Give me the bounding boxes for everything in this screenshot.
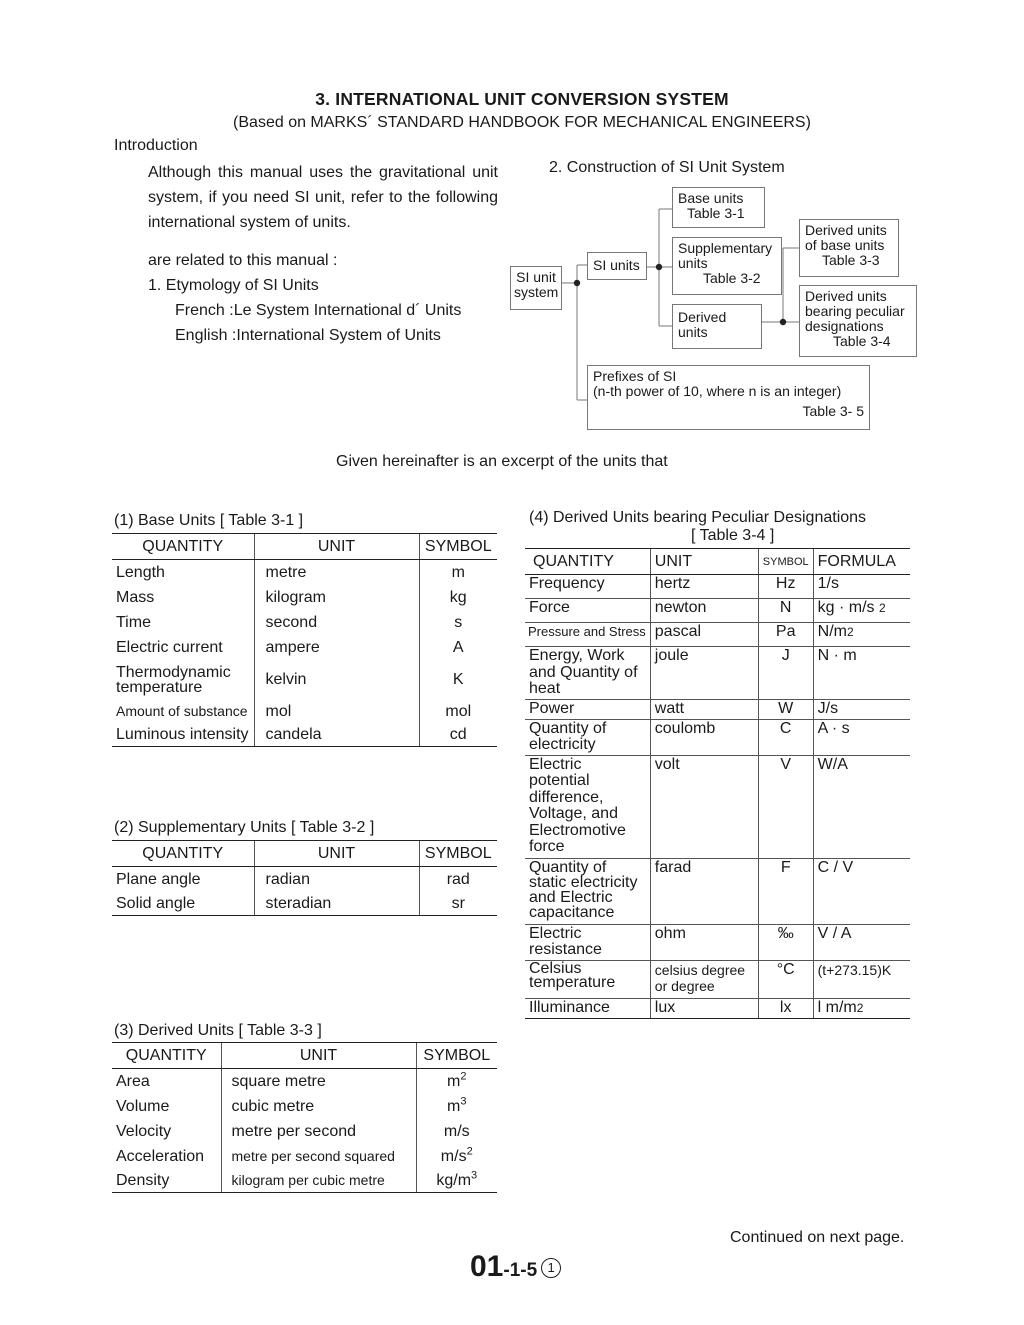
unit-cell: steradian [254,892,419,916]
symbol-cell: kg [419,585,497,610]
symbol-cell: mol [419,700,497,724]
si-system-line2: system [514,284,559,300]
quantity-cell: Electric resistance [525,924,650,960]
symbol-cell: ‰ [758,924,813,960]
quantity-cell: Luminous intensity [112,724,254,747]
table-row [525,623,910,647]
symbol-exponent: 2 [466,1145,473,1158]
formula-cell [813,998,910,1018]
symbol-cell: N [758,599,813,623]
table-row [525,599,910,623]
symbol-cell [416,1169,497,1193]
table-row [112,724,497,747]
table4-caption: (4) Derived Units bearing Peculiar Designations [529,509,867,526]
unit-cell: kilogram per cubic metre [221,1169,416,1193]
formula-base: C / V [817,858,854,876]
base-units-box [672,187,765,228]
formula-base: l m/m [817,998,857,1016]
symbol-cell: A [419,635,497,660]
unit-cell: metre per second squared [221,1144,416,1169]
unit-cell: second [254,610,419,635]
table-row [525,699,910,719]
symbol-base: m/s [440,1147,467,1165]
table2-header-quantity: QUANTITY [112,841,254,867]
prefix-line3: Table 3- 5 [802,403,864,419]
symbol-cell [416,1069,497,1094]
formula-base: J/s [817,699,839,717]
formula-cell [813,719,910,755]
page-number-main: 01 [470,1250,504,1283]
table-row [525,719,910,755]
symbol-cell: m [419,560,497,585]
derived-peculiar-units-box [799,285,917,357]
symbol-cell: Pa [758,623,813,647]
formula-cell [813,623,910,647]
formula-cell [813,755,910,858]
symbol-cell [416,1144,497,1169]
symbol-cell: s [419,610,497,635]
formula-base: V / A [817,924,852,942]
peculiar-units-table [525,548,910,1019]
intro-text: Although this manual uses the gravitational unit system, if you need SI unit, refer to the following international system of units. [148,164,498,231]
unit-cell: cubic metre [221,1094,416,1119]
formula-cell [813,699,910,719]
table3-header-symbol: SYMBOL [416,1043,497,1069]
formula-exponent: 2 [846,625,854,639]
unit-cell: farad [650,858,758,924]
symbol-cell [416,1119,497,1144]
table-row [525,858,910,924]
dbase-line2: of base units [805,237,885,253]
quantity-cell: Illuminance [525,998,650,1018]
quantity-cell: Velocity [116,1122,172,1140]
symbol-cell: lx [758,998,813,1018]
quantity-cell: Area [116,1072,150,1090]
table-row [525,647,910,700]
table-row [112,1144,497,1169]
unit-cell: mol [254,700,419,724]
intro-heading: Introduction [114,137,198,154]
prefixes-box [587,365,870,430]
unit-cell: ampere [254,635,419,660]
table2-header-symbol: SYMBOL [419,841,497,867]
table2-header-unit: UNIT [254,841,419,867]
table-row [112,1069,497,1094]
unit-cell: celsius degree or degree [650,960,758,998]
dbase-line1: Derived units [805,222,887,238]
table3-caption: (3) Derived Units [ Table 3-3 ] [114,1022,322,1039]
table-row [112,1094,497,1119]
construction-heading: 2. Construction of SI Unit System [549,159,785,176]
table-row [112,892,497,916]
formula-base: A · s [817,719,850,737]
formula-cell [813,960,910,998]
table3-header-quantity: QUANTITY [112,1043,221,1069]
page-title: 3. INTERNATIONAL UNIT CONVERSION SYSTEM [315,89,729,109]
formula-base: N · m [817,647,857,664]
derived-units-box [672,304,762,349]
quantity-cell: Quantity of static electricity and Electric capacitance [525,858,650,924]
dpec-line4: Table 3-4 [833,333,891,349]
quantity-cell: Celsius temperature [525,960,650,998]
quantity-cell: Plane angle [116,870,201,888]
derived-line1: Derived [678,309,727,325]
intro-related: are related to this manual : [148,252,338,269]
symbol-cell: F [758,858,813,924]
intro-item1: 1. Etymology of SI Units [148,277,319,294]
quantity-cell: Quantity of electricity [525,719,650,755]
quantity-cell: Volume [116,1097,170,1115]
symbol-cell: J [758,647,813,700]
prefix-line1: Prefixes of SI [593,368,677,384]
table-row [112,867,497,892]
supplementary-units-table [112,840,497,916]
formula-base: kg · m/s [817,599,879,616]
unit-cell: square metre [221,1069,416,1094]
formula-cell [813,924,910,960]
si-units-box [587,252,647,280]
si-units-label: SI units [593,257,640,273]
unit-cell: lux [650,998,758,1018]
page-number-sub: -1-5 [503,1260,538,1281]
dbase-line3: Table 3-3 [822,252,880,268]
quantity-cell: Amount of substance [116,703,248,719]
table1-header-unit: UNIT [254,534,419,560]
quantity-cell: Length [116,563,165,581]
unit-cell: candela [254,724,419,747]
symbol-base: m [447,1072,461,1090]
symbol-cell: sr [419,892,497,916]
symbol-cell: Hz [758,575,813,599]
table-row [112,610,497,635]
supp-line3: Table 3-2 [703,270,761,286]
quantity-cell: Time [116,613,151,631]
table-row [112,635,497,660]
symbol-cell: rad [419,867,497,892]
quantity-cell: Mass [116,588,155,606]
supp-line2: units [678,255,708,271]
quantity-cell: Power [525,699,650,719]
table2-caption: (2) Supplementary Units [ Table 3-2 ] [114,819,375,836]
unit-cell: hertz [650,575,758,599]
table4-header-symbol: SYMBOL [758,549,813,575]
formula-base: (t+273.15)K [817,961,892,978]
intro-french: French :Le System International d´ Units [175,302,462,319]
table4-header-quantity: QUANTITY [525,549,650,575]
quantity-cell: Density [112,1169,221,1193]
symbol-cell: W [758,699,813,719]
table-row [112,700,497,724]
symbol-cell [416,1094,497,1119]
unit-cell: newton [650,599,758,623]
table-row [525,755,910,858]
table1-header-quantity: QUANTITY [112,534,254,560]
symbol-cell: °C [758,960,813,998]
table4-caption2: [ Table 3-4 ] [691,527,775,544]
unit-cell: kelvin [254,660,419,700]
symbol-exponent: 3 [471,1169,478,1182]
table-row [112,1119,497,1144]
quantity-cell: Solid angle [112,892,254,916]
formula-base: N/m [817,623,847,640]
derived-base-units-box [799,219,899,277]
table-row [525,575,910,599]
formula-cell [813,599,910,623]
supp-line1: Supplementary [678,240,773,256]
unit-cell: watt [650,699,758,719]
formula-exponent: 2 [878,601,886,615]
table1-header-symbol: SYMBOL [419,534,497,560]
page-number [470,1250,561,1284]
symbol-cell: V [758,755,813,858]
formula-base: 1/s [817,575,839,592]
unit-cell: metre per second [221,1119,416,1144]
si-unit-system-box [510,266,562,310]
symbol-exponent: 3 [460,1095,467,1108]
base-units-line1: Base units [678,190,744,206]
base-units-table [112,533,497,747]
unit-cell: kilogram [254,585,419,610]
formula-exponent: 2 [856,1000,864,1015]
table1-caption: (1) Base Units [ Table 3-1 ] [114,512,304,529]
table-row [112,560,497,585]
intro-english: English :International System of Units [175,327,441,344]
table-row [112,585,497,610]
unit-cell: radian [254,867,419,892]
quantity-cell: Frequency [525,575,650,599]
supplementary-units-box [672,237,782,295]
quantity-cell: Electric current [116,638,223,656]
table4-header-unit: UNIT [650,549,758,575]
quantity-cell: Pressure and Stress [525,623,650,647]
base-units-line2: Table 3-1 [687,205,745,221]
unit-cell: metre [254,560,419,585]
table-row [112,1169,497,1193]
formula-cell [813,575,910,599]
quantity-cell: Thermodynamic temperature [116,663,231,696]
quantity-cell: Electric potential difference, Voltage, and Electromotive force [525,755,650,858]
quantity-cell: Force [525,599,650,623]
formula-cell [813,647,910,700]
dpec-line2: bearing peculiar [805,303,905,319]
symbol-exponent: 2 [460,1070,467,1083]
page-number-circle: 1 [541,1258,561,1278]
unit-cell: joule [650,647,758,700]
continued-note: Continued on next page. [730,1229,905,1246]
dpec-line3: designations [805,318,884,334]
formula-base: W/A [817,755,848,773]
unit-cell: coulomb [650,719,758,755]
quantity-cell: Acceleration [116,1147,205,1165]
quantity-cell: Energy, Work and Quantity of heat [525,647,650,700]
table-row [525,924,910,960]
table-row [525,998,910,1018]
derived-units-table [112,1042,497,1193]
symbol-base: m [447,1097,461,1115]
unit-cell: pascal [650,623,758,647]
si-system-line1: SI unit [516,269,556,285]
table-row [525,960,910,998]
unit-cell: volt [650,755,758,858]
prefix-line2: (n-th power of 10, where n is an integer) [593,383,842,399]
symbol-base: m/s [443,1122,470,1140]
excerpt-text: Given hereinafter is an excerpt of the units that [336,453,668,470]
formula-cell [813,858,910,924]
derived-line2: units [678,324,708,340]
symbol-cell: C [758,719,813,755]
symbol-cell: K [419,660,497,700]
table3-header-unit: UNIT [221,1043,416,1069]
symbol-base: kg/m [436,1171,472,1189]
unit-cell: ohm [650,924,758,960]
symbol-cell: cd [419,724,497,747]
dpec-line1: Derived units [805,288,887,304]
table-row [112,660,497,700]
page-subtitle: (Based on MARKS´ STANDARD HANDBOOK FOR MECHANICAL ENGINEERS) [233,114,811,131]
table4-header-formula: FORMULA [813,549,910,575]
